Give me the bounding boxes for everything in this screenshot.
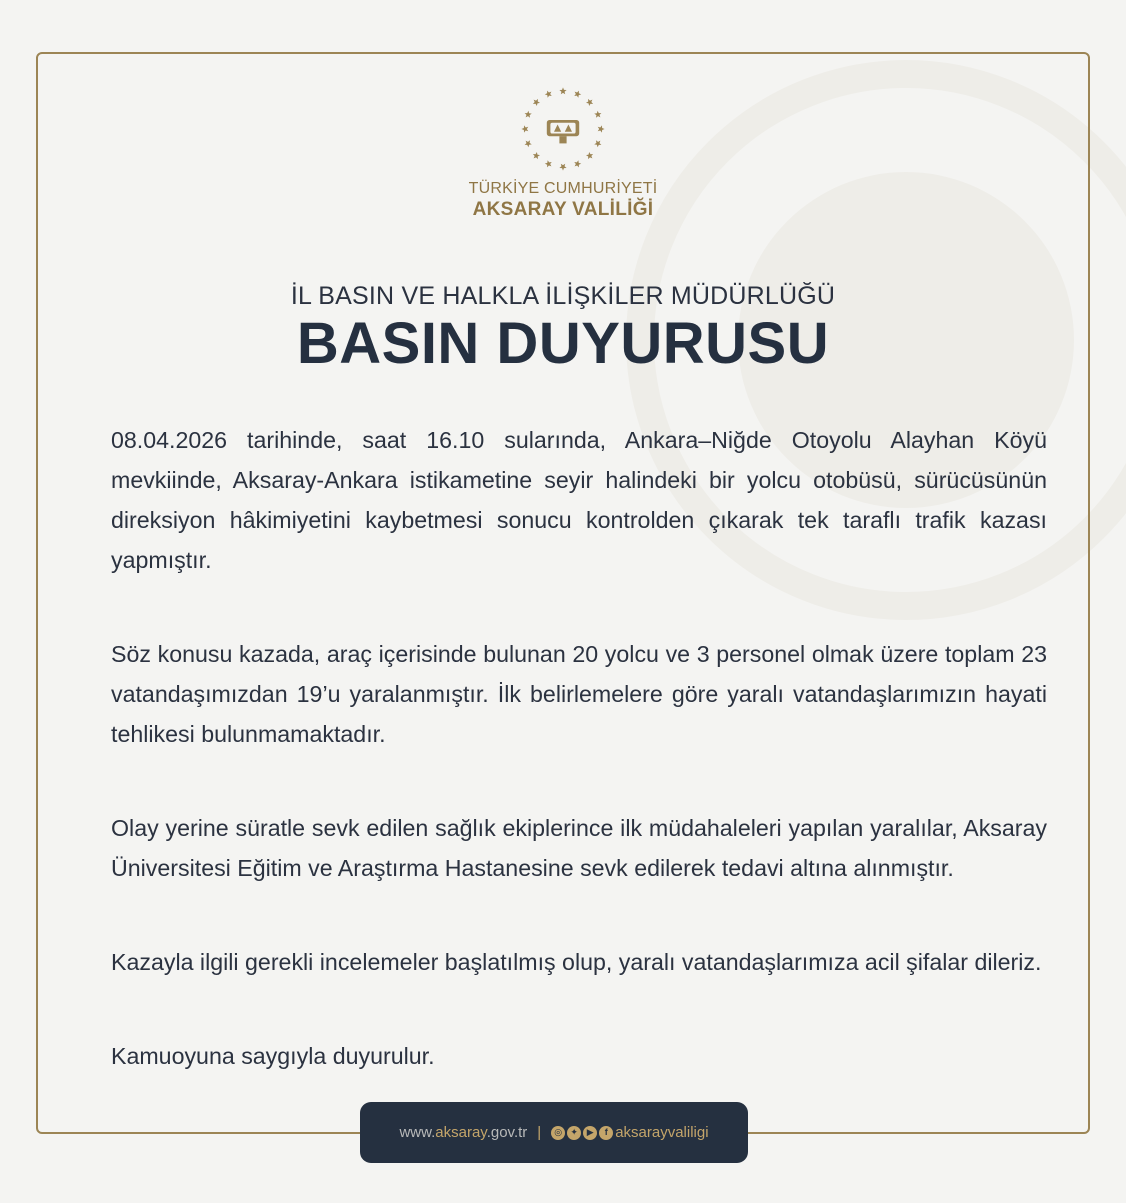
emblem-star	[525, 140, 532, 147]
paragraph: Söz konusu kazada, araç içerisinde bulunan 20 yolcu ve 3 personel olmak üzere toplam 23 vatandaşımızdan 19’u yaralanmıştır. İlk belirlemelere göre yaralı vatandaşlarımızın hayati tehlikesi bulunmamaktadır.	[111, 641, 1047, 747]
footer-separator: |	[537, 1124, 542, 1141]
emblem-star	[598, 125, 605, 132]
announcement-body	[111, 420, 1047, 1130]
emblem-star	[574, 160, 581, 167]
url-suffix: .gov.tr	[486, 1124, 528, 1141]
paragraph: Olay yerine süratle sevk edilen sağlık ekiplerince ilk müdahaleleri yapılan yaralılar, Aksaray Üniversitesi Eğitim ve Araştırma Hastanesine sevk edilerek tedavi altına alınmıştır.	[111, 815, 1047, 881]
paragraph: 08.04.2026 tarihinde, saat 16.10 sularında, Ankara–Niğde Otoyolu Alayhan Köyü mevkiinde, Aksaray-Ankara istikametine seyir halindeki bir yolcu otobüsü, sürücüsünün direksiyon hâkimiyetini kaybetmesi sonucu kontrolden çıkarak tek taraflı trafik kazası yapmıştır.	[111, 427, 1047, 573]
department-heading: İL BASIN VE HALKLA İLİŞKİLER MÜDÜRLÜĞÜ	[290, 282, 836, 310]
emblem-star	[533, 152, 540, 159]
emblem-star	[594, 140, 601, 147]
twitter-icon[interactable]: ✦	[567, 1126, 581, 1140]
paragraph: Kazayla ilgili gerekli incelemeler başlatılmış olup, yaralı vatandaşlarımıza acil şifalar dileriz.	[111, 949, 1042, 975]
org-name-line1: TÜRKİYE CUMHURİYETİ	[468, 180, 658, 197]
emblem-star	[574, 91, 581, 98]
emblem-star	[525, 111, 532, 118]
paragraph: Kamuoyuna saygıyla duyurulur.	[111, 1043, 435, 1069]
emblem-star	[594, 111, 601, 118]
emblem-star	[559, 87, 566, 94]
emblem-star	[545, 160, 552, 167]
instagram-icon[interactable]: ◎	[551, 1126, 565, 1140]
url-domain: aksaray	[435, 1124, 487, 1141]
logo-block	[0, 84, 1126, 221]
page-title: BASIN DUYURUSU	[296, 311, 830, 376]
website-link[interactable]	[399, 1124, 527, 1141]
emblem-star	[533, 99, 540, 106]
footer-bar	[360, 1102, 748, 1163]
presidential-emblem-icon	[518, 84, 608, 174]
emblem-star	[586, 99, 593, 106]
emblem-star	[521, 125, 528, 132]
org-name-line2: AKSARAY VALİLİĞİ	[472, 199, 654, 220]
emblem-star	[559, 164, 566, 171]
social-icons	[551, 1126, 613, 1140]
facebook-icon[interactable]: f	[599, 1126, 613, 1140]
url-prefix: www.	[399, 1124, 436, 1141]
emblem-star	[586, 152, 593, 159]
social-handle[interactable]: aksarayvaliligi	[615, 1124, 709, 1141]
youtube-icon[interactable]: ▶	[583, 1126, 597, 1140]
emblem-star	[545, 91, 552, 98]
